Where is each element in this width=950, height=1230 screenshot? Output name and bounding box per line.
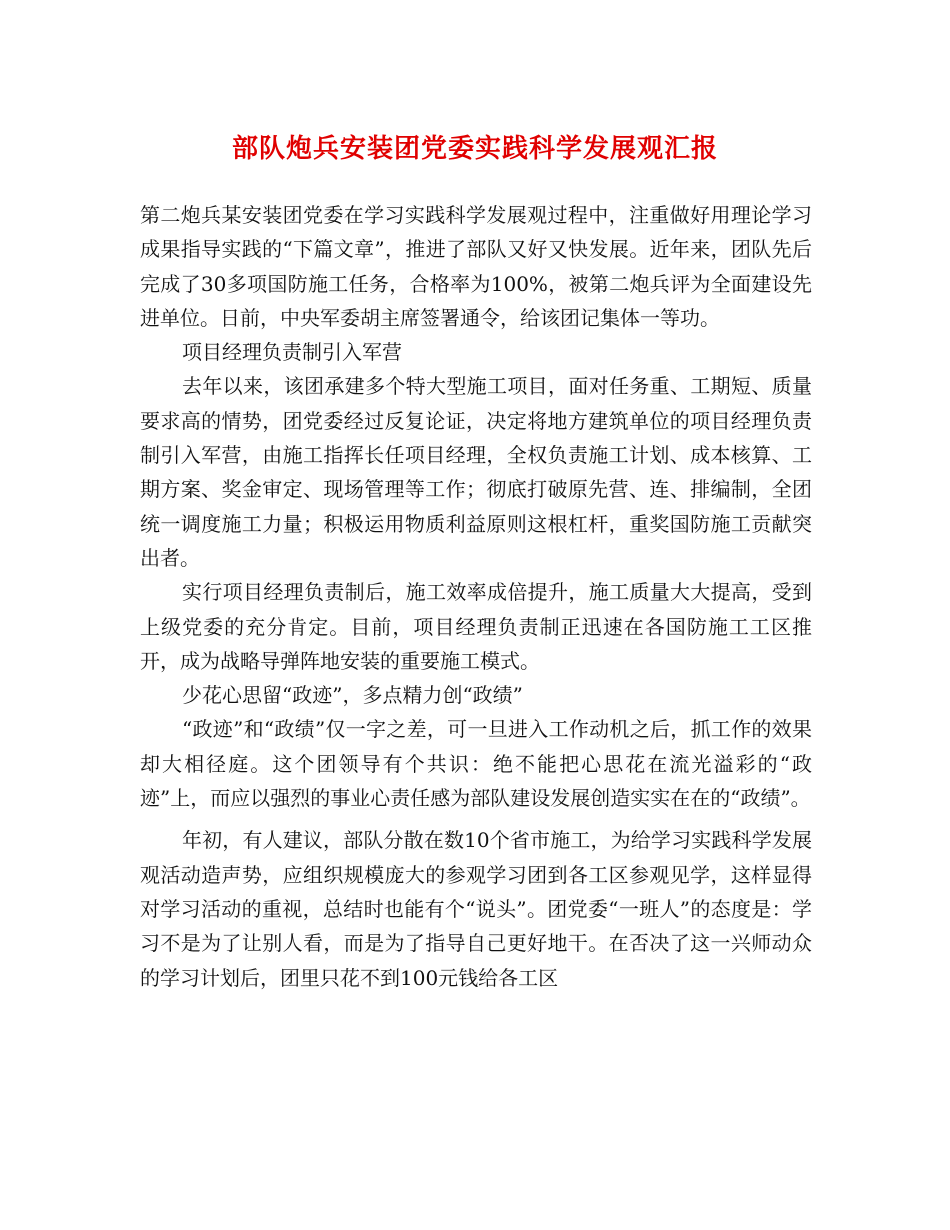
document-body: [140, 198, 812, 995]
section-heading-achievements: 少花心思留“政迹”，多点精力创“政绩”: [182, 683, 523, 708]
document-title: 部队炮兵安装团党委实践科学发展观汇报: [231, 134, 718, 164]
paragraph-study-plan: 年初，有人建议，部队分散在数10个省市施工，为给学习实践科学发展观活动造声势，应组织规模庞大的参观学习团到各工区参观见学，这样显得对学习活动的重视，总结时也能有个“说头”。团党委“一班人”的态度是：学习不是为了让别人看，而是为了指导自己更好地干。在否决了这一兴师动众的学习计划后，团里只花不到100元钱给各工区: [140, 828, 812, 990]
paragraph-achievements: “政迹”和“政绩”仅一字之差，可一旦进入工作动机之后，抓工作的效果却大相径庭。这个团领导有个共识：绝不能把心思花在流光溢彩的“政迹”上，而应以强烈的事业心责任感为部队建设发展创造实实在在的“政绩”。: [140, 717, 812, 811]
section-heading-project-manager: 项目经理负责制引入军营: [182, 340, 402, 365]
paragraph-results: 实行项目经理负责制后，施工效率成倍提升，施工质量大大提高，受到上级党委的充分肯定。目前，项目经理负责制正迅速在各国防施工工区推开，成为战略导弹阵地安装的重要施工模式。: [140, 580, 812, 673]
paragraph-project-manager-system: 去年以来，该团承建多个特大型施工项目，面对任务重、工期短、质量要求高的情势，团党委经过反复论证，决定将地方建筑单位的项目经理负责制引入军营，由施工指挥长任项目经理，全权负责施工计划、成本核算、工期方案、奖金审定、现场管理等工作；彻底打破原先营、连、排编制，全团统一调度施工力量；积极运用物质利益原则这根杠杆，重奖国防施工贡献突出者。: [140, 374, 812, 570]
paragraph-intro: 第二炮兵某安装团党委在学习实践科学发展观过程中，注重做好用理论学习成果指导实践的“下篇文章”，推进了部队又好又快发展。近年来，团队先后完成了30多项国防施工任务，合格率为100%，被第二炮兵评为全面建设先进单位。日前，中央军委胡主席签署通令，给该团记集体一等功。: [140, 203, 812, 330]
